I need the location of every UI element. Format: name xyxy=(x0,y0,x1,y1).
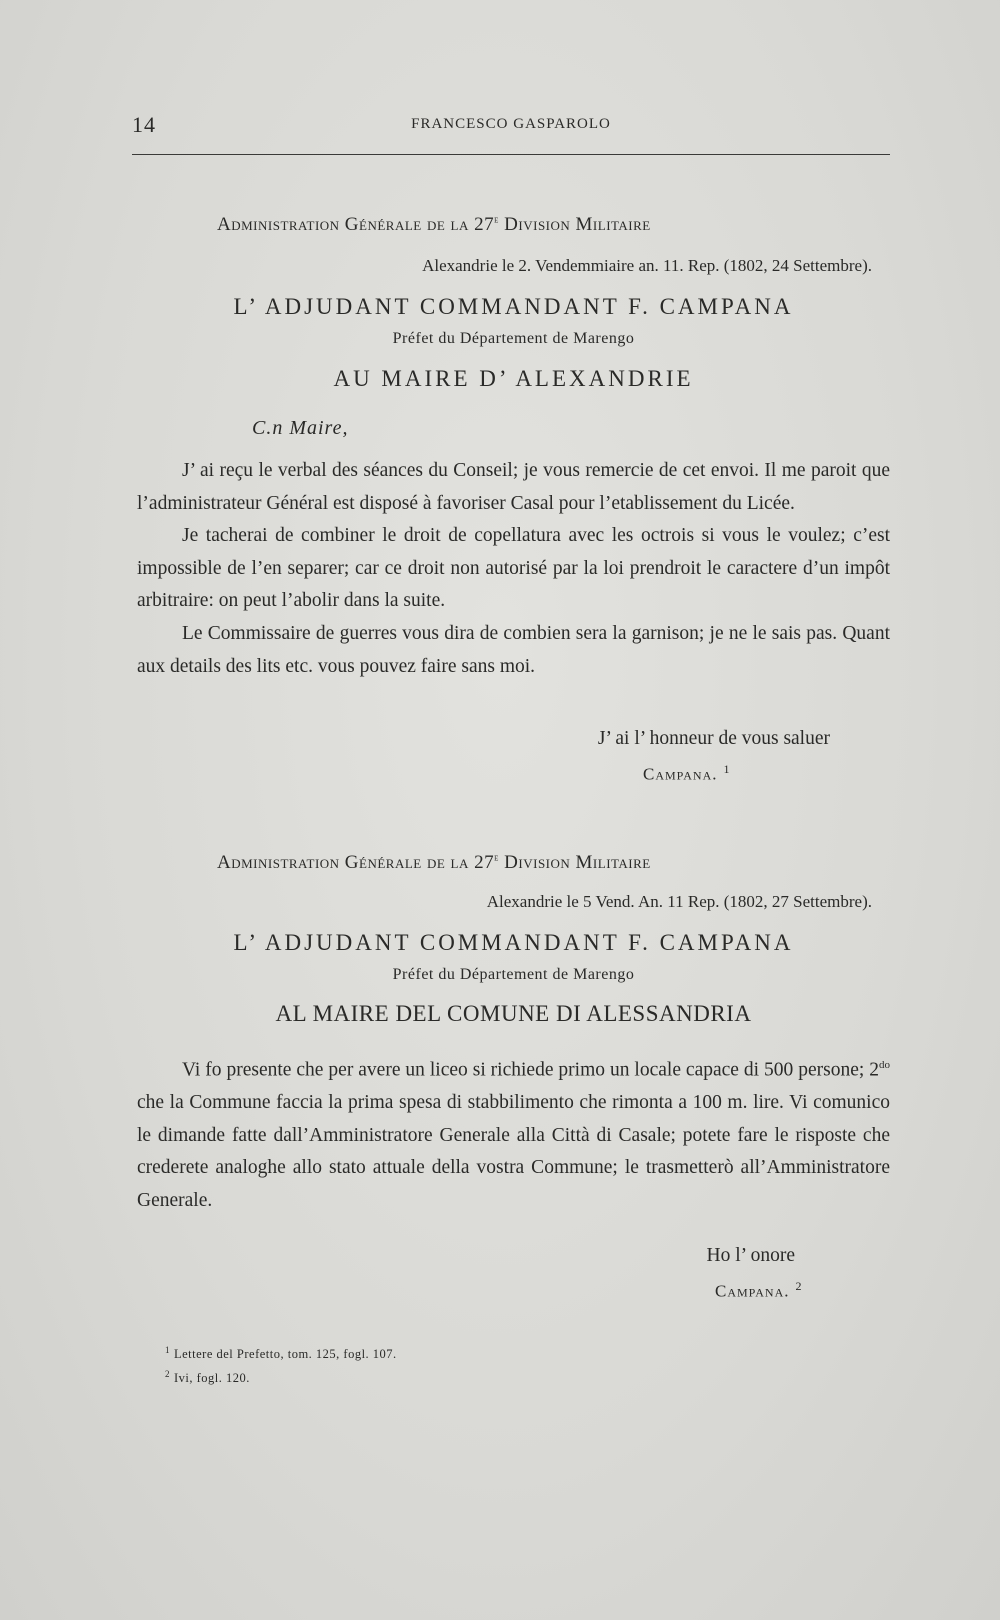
letter2-prefet xyxy=(137,966,890,984)
letter1-signature-text: Campana. xyxy=(643,764,718,784)
letter2-dateline-text: Alexandrie le 5 Vend. An. 11 Rep. (1802, 27 Settembre). xyxy=(486,892,872,911)
footnote-text: Lettere del Prefetto, tom. 125, fogl. 107. xyxy=(174,1347,397,1362)
letter2-to xyxy=(137,1001,890,1027)
footnote xyxy=(165,1340,565,1364)
letter2-signature-text: Campana. xyxy=(715,1281,790,1301)
letter1-from xyxy=(137,294,890,320)
letter1-body xyxy=(137,455,890,683)
footnote-text: Ivi, fogl. 120. xyxy=(174,1371,250,1386)
letter2-footnote-ref: 2 xyxy=(795,1279,802,1293)
letter2-paragraph-part1: Vi fo presente che per avere un liceo si richiede primo un locale capace di 500 persone; 2 xyxy=(182,1059,879,1081)
footnote xyxy=(165,1364,565,1388)
letter2-paragraph-sup: do xyxy=(879,1059,890,1071)
letter2-signature xyxy=(137,1279,890,1301)
footnote-mark: 1 xyxy=(165,1345,170,1355)
letter2-paragraph xyxy=(137,1049,890,1217)
letter2-paragraph-part2: che la Commune faccia la prima spesa di stabbilimento che rimonta a 100 m. lire. Vi comunico le dimande fatte dall’Amministratore Generale alla Città di Casale; potete fare le risposte che crederete analoghe allo stato attuale della vostra Commune; le trasmetterò all’Amministratore Generale. xyxy=(137,1092,890,1211)
letter2-closing xyxy=(137,1245,890,1267)
letter1-admin-heading xyxy=(137,214,890,236)
letter2-to-text: AL MAIRE DEL COMUNE DI ALESSANDRIA xyxy=(275,1001,752,1026)
letter1-prefet-text: Préfet du Département de Marengo xyxy=(392,330,635,347)
letter2-closing-text: Ho l’ onore xyxy=(706,1245,795,1266)
letter2-admin-heading xyxy=(137,852,890,874)
letter1-paragraph: Je tacherai de combiner le droit de copellatura avec les octrois si vous le voulez; c’est impossible de l’en separer; car ce droit non autorisé par la loi prendroit le caractere d’un impôt arbitraire: on peut l’abolir dans la suite. xyxy=(137,525,890,612)
letter1-prefet xyxy=(137,330,890,348)
letter2-from xyxy=(137,930,890,956)
letter2-admin-prefix: Administration Générale de la 27 xyxy=(217,852,495,873)
letter1-signature xyxy=(137,762,890,784)
letter1-salutation-text: C.n Maire, xyxy=(252,417,349,439)
letter1-from-text: L’ ADJUDANT COMMANDANT F. CAMPANA xyxy=(233,294,794,319)
letter2-from-text: L’ ADJUDANT COMMANDANT F. CAMPANA xyxy=(233,930,794,955)
letter1-admin-sup: e xyxy=(494,214,499,226)
letter1-admin-prefix: Administration Générale de la 27 xyxy=(217,214,495,235)
footnotes xyxy=(165,1340,565,1388)
letter1-dateline xyxy=(137,256,890,276)
letter1-to-text: AU MAIRE D’ ALEXANDRIE xyxy=(333,366,694,391)
letter2-admin-sup: e xyxy=(494,852,499,864)
running-title: FRANCESCO GASPAROLO xyxy=(411,116,611,132)
footnote-mark: 2 xyxy=(165,1369,170,1380)
running-head xyxy=(132,112,890,142)
letter1-paragraph: J’ ai reçu le verbal des séances du Conseil; je vous remercie de cet envoi. Il me paroit que l’administrateur Général est disposé à favoriser Casal pour l’etablissement du Licée. xyxy=(137,460,890,514)
header-rule xyxy=(132,154,890,155)
letter1-salutation xyxy=(137,417,890,440)
letter2-body xyxy=(137,1049,890,1217)
letter2-admin-suffix: Division Militaire xyxy=(498,852,651,873)
page-number: 14 xyxy=(132,112,156,137)
letter1-to xyxy=(137,366,890,392)
letter1-admin-suffix: Division Militaire xyxy=(498,214,651,235)
letter1-closing-text: J’ ai l’ honneur de vous saluer xyxy=(597,728,830,749)
letter1-closing xyxy=(137,728,890,750)
letter2-dateline xyxy=(137,892,890,912)
letter1-paragraph: Le Commissaire de guerres vous dira de combien sera la garnison; je ne le sais pas. Quant aux details des lits etc. vous pouvez faire sans moi. xyxy=(137,622,890,677)
letter2-prefet-text: Préfet du Département de Marengo xyxy=(392,966,635,983)
letter1-footnote-ref: 1 xyxy=(723,762,730,776)
letter1-dateline-text: Alexandrie le 2. Vendemmiaire an. 11. Rep. (1802, 24 Settembre). xyxy=(422,256,872,275)
